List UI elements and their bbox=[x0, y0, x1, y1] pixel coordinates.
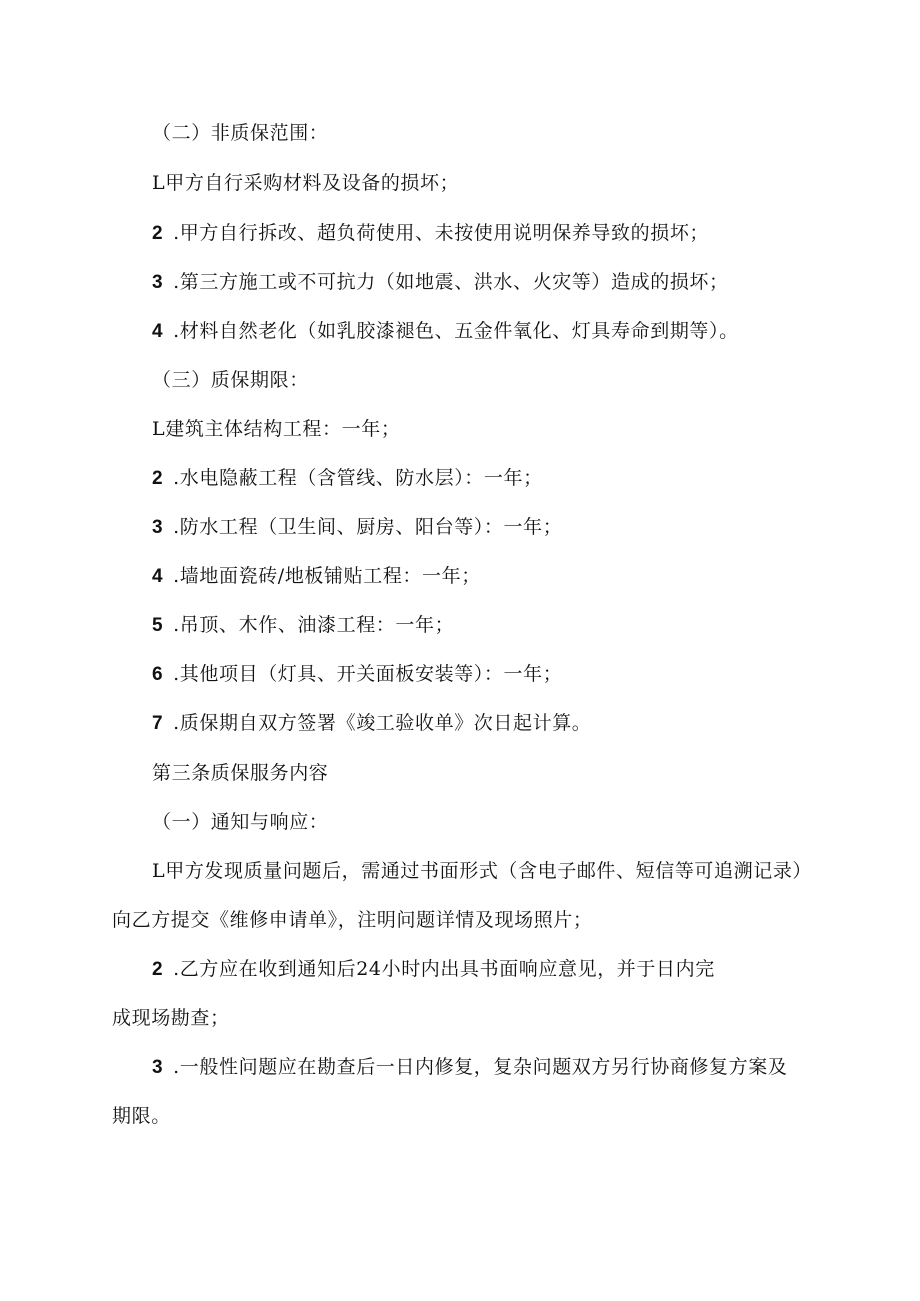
list-item-continuation bbox=[112, 1006, 230, 1030]
line-text: 成现场勘查； bbox=[112, 1007, 230, 1029]
line-text: L甲方发现质量问题后，需通过书面形式（含电子邮件、短信等可追溯记录） bbox=[152, 860, 813, 882]
item-number: 3 bbox=[152, 272, 164, 293]
item-number: 7 bbox=[152, 713, 164, 734]
section-heading-warranty-period bbox=[152, 368, 309, 392]
line-text: 第三条质保服务内容 bbox=[152, 762, 329, 784]
list-item bbox=[152, 270, 729, 295]
line-text: .甲方自行拆改、超负荷使用、未按使用说明保养导致的损坏； bbox=[173, 222, 710, 244]
item-number: 6 bbox=[152, 664, 164, 685]
line-text: L甲方自行采购材料及设备的损坏； bbox=[152, 172, 460, 194]
item-number: 4 bbox=[152, 321, 164, 342]
item-number: 2 bbox=[152, 223, 164, 244]
line-text: （一）通知与响应： bbox=[152, 811, 329, 833]
list-item bbox=[152, 1055, 787, 1080]
line-text: .材料自然老化（如乳胶漆褪色、五金件氧化、灯具寿命到期等）。 bbox=[173, 320, 739, 342]
line-text: .质保期自双方签署《竣工验收单》次日起计算。 bbox=[173, 712, 592, 734]
line-text: .乙方应在收到通知后24小时内出具书面响应意见，并于日内完 bbox=[173, 958, 715, 980]
section-heading-notice-response bbox=[152, 810, 328, 834]
line-text: 期限。 bbox=[112, 1105, 171, 1127]
article-heading bbox=[152, 761, 328, 785]
line-text: .墙地面瓷砖/地板铺贴工程：一年； bbox=[173, 565, 481, 587]
list-item bbox=[152, 957, 715, 982]
list-item bbox=[152, 662, 562, 687]
line-text: .第三方施工或不可抗力（如地震、洪水、火灾等）造成的损坏； bbox=[173, 271, 729, 293]
list-item bbox=[152, 319, 739, 344]
item-number: 2 bbox=[152, 959, 164, 980]
list-item bbox=[152, 515, 562, 540]
line-text: .其他项目（灯具、开关面板安装等）：一年； bbox=[173, 663, 563, 685]
line-text: （三）质保期限： bbox=[152, 369, 309, 391]
line-text: （二）非质保范围： bbox=[152, 122, 329, 144]
list-item-continuation bbox=[112, 1104, 171, 1128]
line-text: .吊顶、木作、油漆工程：一年； bbox=[173, 614, 455, 636]
list-item bbox=[152, 466, 543, 491]
item-number: 5 bbox=[152, 615, 164, 636]
list-item bbox=[152, 859, 812, 883]
item-number: 4 bbox=[152, 566, 164, 587]
section-heading-non-warranty-scope bbox=[152, 121, 328, 145]
line-text: .一般性问题应在勘查后一日内修复，复杂问题双方另行协商修复方案及 bbox=[173, 1056, 788, 1078]
list-item bbox=[152, 711, 591, 736]
list-item bbox=[152, 171, 459, 195]
line-text: .水电隐蔽工程（含管线、防水层）：一年； bbox=[173, 467, 543, 489]
list-item bbox=[152, 613, 454, 638]
line-text: 向乙方提交《维修申请单》，注明问题详情及现场照片； bbox=[112, 909, 593, 931]
list-item bbox=[152, 221, 709, 246]
item-number: 3 bbox=[152, 517, 164, 538]
list-item bbox=[152, 564, 481, 589]
item-number: 3 bbox=[152, 1057, 164, 1078]
list-item-continuation bbox=[112, 908, 593, 932]
line-text: .防水工程（卫生间、厨房、阳台等）：一年； bbox=[173, 516, 563, 538]
list-item bbox=[152, 417, 400, 441]
item-number: 2 bbox=[152, 468, 164, 489]
line-text: L建筑主体结构工程：一年； bbox=[152, 418, 401, 440]
